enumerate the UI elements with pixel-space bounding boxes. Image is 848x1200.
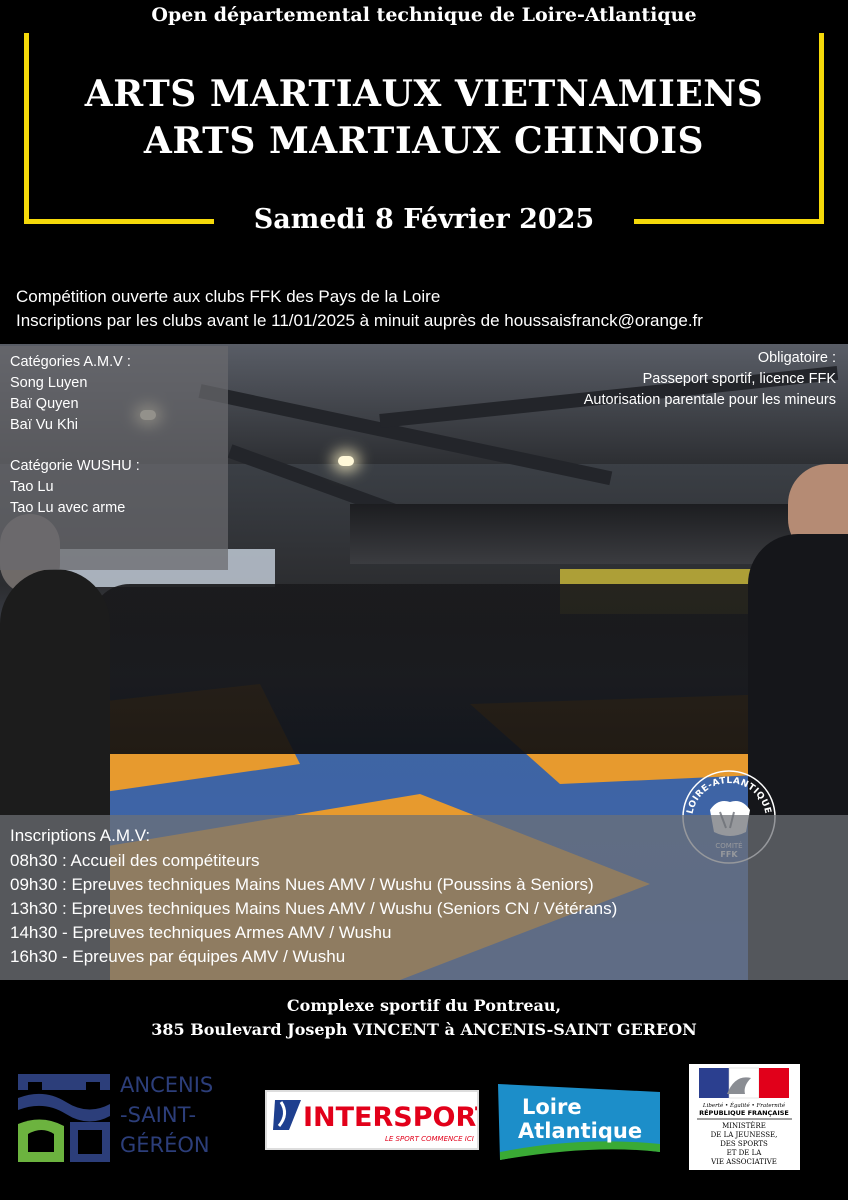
title-line-1: ARTS MARTIAUX VIETNAMIENS xyxy=(84,73,764,115)
schedule-item: 08h30 : Accueil des compétiteurs xyxy=(10,851,260,870)
obligatoire-line-2: Autorisation parentale pour les mineurs xyxy=(583,392,836,408)
intro-line-2: Inscriptions par les clubs avant le 11/01/2025 à minuit auprès de houssaisfranck@orange.fr xyxy=(16,311,703,330)
wushu-category-item: Tao Lu avec arme xyxy=(10,500,126,516)
loire-atlantique-logo xyxy=(492,1080,664,1162)
event-date: Samedi 8 Février 2025 xyxy=(253,204,595,235)
schedule-item: 09h30 : Epreuves techniques Mains Nues AMV / Wushu (Poussins à Seniors) xyxy=(10,875,594,894)
rf-ministry-line: MINISTÈRE xyxy=(722,1122,766,1130)
intersport-logo xyxy=(265,1090,479,1150)
schedule-title: Inscriptions A.M.V: xyxy=(10,826,151,845)
rf-ministry-line: DE LA JEUNESSE, xyxy=(710,1131,778,1139)
venue-line-2: 385 Boulevard Joseph VINCENT à ANCENIS-SAINT GEREON xyxy=(151,1020,697,1039)
rf-republic: RÉPUBLIQUE FRANÇAISE xyxy=(699,1109,789,1117)
rf-ministry-line: VIE ASSOCIATIVE xyxy=(711,1158,777,1166)
ancenis-text-2: -SAINT- xyxy=(120,1103,197,1127)
rf-ministry-line: DES SPORTS xyxy=(720,1140,768,1148)
wushu-category-title: Catégorie WUSHU : xyxy=(10,458,140,474)
loire-text-1: Loire xyxy=(522,1095,582,1119)
amv-categories-title: Catégories A.M.V : xyxy=(10,354,131,370)
photo-balcony xyxy=(350,504,800,564)
amv-category-item: Baï Vu Khi xyxy=(10,417,78,433)
intro-line-1: Compétition ouverte aux clubs FFK des Pays de la Loire xyxy=(16,287,441,306)
photo-athletes xyxy=(90,584,790,754)
ancenis-text-1: ANCENIS xyxy=(120,1073,214,1097)
ancenis-saint-gereon-logo xyxy=(14,1068,234,1168)
amv-category-item: Baï Quyen xyxy=(10,396,79,412)
ancenis-text-3: GÉRÉON xyxy=(120,1133,210,1157)
ceiling-light xyxy=(338,456,354,466)
schedule-item: 16h30 - Epreuves par équipes AMV / Wushu xyxy=(10,947,346,966)
intersport-name: INTERSPORT xyxy=(303,1102,477,1133)
schedule-item: 14h30 - Epreuves techniques Armes AMV / Wushu xyxy=(10,923,392,942)
wushu-category-item: Tao Lu xyxy=(10,479,54,495)
title-line-2: ARTS MARTIAUX CHINOIS xyxy=(143,120,705,162)
obligatoire-title: Obligatoire : xyxy=(757,350,836,366)
event-subtitle: Open départemental technique de Loire-Atlantique xyxy=(151,4,697,26)
rf-ministry-line: ET DE LA xyxy=(726,1149,762,1157)
republique-francaise-logo xyxy=(689,1064,800,1170)
schedule-item: 13h30 : Epreuves techniques Mains Nues AMV / Wushu (Seniors CN / Vétérans) xyxy=(10,899,618,918)
rf-motto: Liberté • Égalité • Fraternité xyxy=(702,1103,786,1109)
loire-text-2: Atlantique xyxy=(518,1119,643,1143)
obligatoire-line-1: Passeport sportif, licence FFK xyxy=(642,371,836,387)
ffk-arc-text: LOIRE-ATLANTIQUE xyxy=(685,775,773,816)
venue-line-1: Complexe sportif du Pontreau, xyxy=(286,996,562,1015)
intersport-tagline: LE SPORT COMMENCE ICI xyxy=(385,1135,474,1143)
amv-category-item: Song Luyen xyxy=(10,375,88,391)
